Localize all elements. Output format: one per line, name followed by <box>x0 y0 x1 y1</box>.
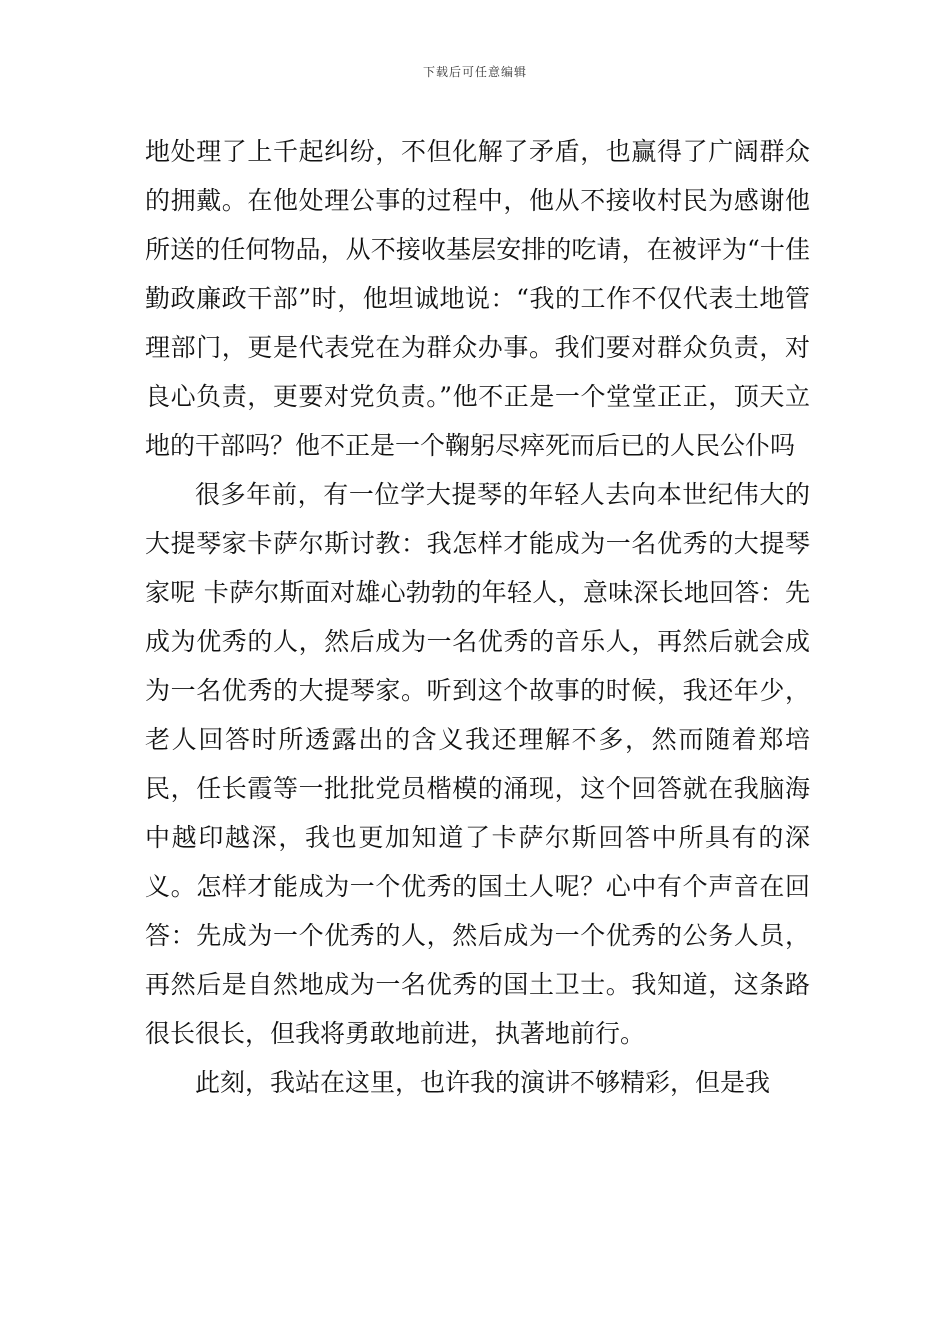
document-body <box>145 127 810 1107</box>
paragraph-3: 此刻，我站在这里，也许我的演讲不够精彩，但是我 <box>195 1068 771 1097</box>
paragraph-2: 很多年前，有一位学大提琴的年轻人去向本世纪伟大的大提琴家卡萨尔斯讨教：我怎样才能成为一名优秀的大提琴家呢 卡萨尔斯面对雄心勃勃的年轻人，意味深长地回答：先成为优秀的人，然后成为一名优秀的音乐人，再然后就会成为一名优秀的大提琴家。听到这个故事的时候，我还年少，老人回答时所透露出的含义我还理解不多，然而随着郑培民，任长霞等一批批党员楷模的涌现，这个回答就在我脑海中越印越深，我也更加知道了卡萨尔斯回答中所具有的深义。怎样才能成为一个优秀的国土人呢？心中有个声音在回答：先成为一个优秀的人，然后成为一个优秀的公务人员，再然后是自然地成为一名优秀的国土卫士。我知道，这条路很长很长，但我将勇敢地前进，执著地前行。 <box>145 480 810 1048</box>
paragraph-1: 地处理了上千起纠纷，不但化解了矛盾，也赢得了广阔群众的拥戴。在他处理公事的过程中，他从不接收村民为感谢他所送的任何物品，从不接收基层安排的吃请，在被评为“十佳勤政廉政干部”时，他坦诚地说：“我的工作不仅代表土地管理部门，更是代表党在为群众办事。我们要对群众负责，对良心负责，更要对党负责。”他不正是一个堂堂正正，顶天立地的干部吗？他不正是一个鞠躬尽瘁死而后已的人民公仆吗 <box>145 137 810 460</box>
page-header: 下载后可任意编辑 <box>422 65 527 79</box>
